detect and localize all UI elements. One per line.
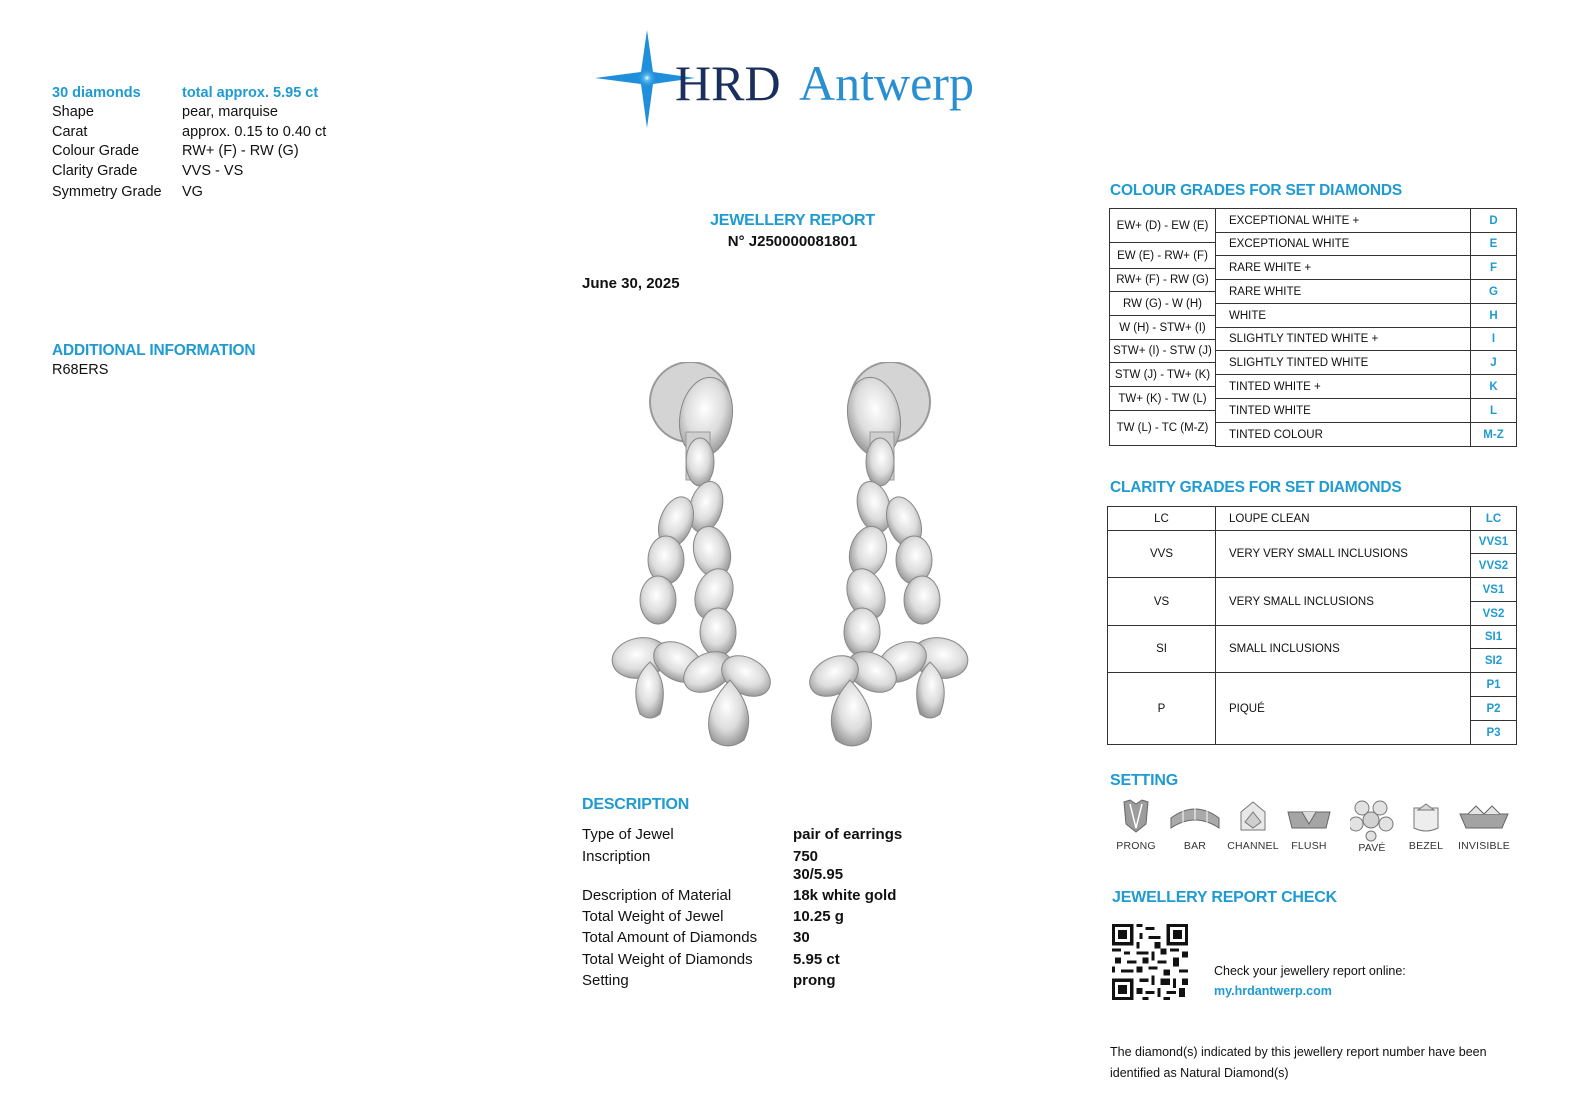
clarity-desc: SMALL INCLUSIONS [1216, 626, 1471, 673]
flush-setting-icon [1286, 798, 1332, 834]
setting-label: BEZEL [1408, 840, 1444, 852]
colour-grade-desc: RARE WHITE [1216, 280, 1471, 304]
description-value: 750 [793, 848, 819, 865]
description-label: Total Amount of Diamonds [582, 929, 758, 946]
setting-item-flush [1274, 798, 1344, 852]
colour-grade-code: E [1471, 233, 1517, 256]
description-row [582, 927, 810, 948]
setting-heading: SETTING [1110, 772, 1178, 789]
colour-grade-code: D [1471, 209, 1517, 233]
report-date: June 30, 2025 [582, 275, 680, 292]
colour-range-cell: EW+ (D) - EW (E) [1110, 209, 1215, 243]
description-value: prong [793, 972, 836, 989]
description-row [582, 949, 840, 970]
clarity-desc: VERY SMALL INCLUSIONS [1216, 578, 1471, 626]
clarity-code: VS1 [1471, 578, 1517, 602]
clarity-code: VVS2 [1471, 554, 1517, 578]
summary-count: 30 diamonds [52, 85, 141, 101]
description-value: 10.25 g [793, 908, 844, 925]
report-check-link[interactable]: my.hrdantwerp.com [1214, 984, 1332, 998]
invisible-setting-icon [1458, 798, 1510, 834]
summary-value: pear, marquise [182, 104, 278, 120]
summary-row [52, 123, 326, 143]
colour-grade-desc: SLIGHTLY TINTED WHITE [1216, 351, 1471, 375]
setting-label: BAR [1183, 840, 1207, 852]
channel-setting-icon [1233, 798, 1273, 834]
summary-value: approx. 0.15 to 0.40 ct [182, 124, 327, 140]
colour-grade-row [1216, 304, 1517, 328]
description-label: Total Weight of Diamonds [582, 951, 753, 968]
colour-grade-desc: EXCEPTIONAL WHITE [1216, 233, 1471, 256]
colour-grade-code: K [1471, 375, 1517, 399]
colour-range-cell: RW (G) - W (H) [1110, 292, 1215, 316]
colour-range-cell: STW (J) - TW+ (K) [1110, 363, 1215, 387]
description-value: 30/5.95 [793, 866, 844, 883]
colour-grade-row [1216, 351, 1517, 375]
colour-grade-code: M-Z [1471, 423, 1517, 447]
setting-label: INVISIBLE [1458, 840, 1510, 852]
bar-setting-icon [1169, 798, 1221, 834]
setting-label: FLUSH [1291, 840, 1327, 852]
colour-grade-row [1216, 280, 1517, 304]
colour-range-column [1109, 208, 1216, 446]
summary-row [52, 142, 299, 162]
summary-label: Colour Grade [52, 143, 140, 159]
summary-row [52, 103, 278, 123]
colour-grade-desc: TINTED WHITE + [1216, 375, 1471, 399]
clarity-row [1108, 578, 1517, 602]
report-check-heading: JEWELLERY REPORT CHECK [1112, 889, 1337, 906]
summary-value: RW+ (F) - RW (G) [182, 143, 299, 159]
colour-grade-desc: RARE WHITE + [1216, 256, 1471, 280]
setting-label: CHANNEL [1227, 840, 1279, 852]
description-row [582, 864, 843, 885]
pave-setting-icon [1350, 798, 1394, 842]
description-label: Total Weight of Jewel [582, 908, 724, 925]
clarity-code: P1 [1471, 673, 1517, 697]
report-check-text: Check your jewellery report online: [1214, 964, 1406, 978]
logo-text-hrd: HRD [675, 55, 781, 111]
colour-grade-row [1216, 423, 1517, 447]
colour-grade-desc: EXCEPTIONAL WHITE + [1216, 209, 1471, 233]
description-value: 5.95 ct [793, 951, 840, 968]
clarity-code: LC [1471, 507, 1517, 531]
prong-setting-icon [1116, 798, 1156, 834]
clarity-code: VVS1 [1471, 531, 1517, 554]
clarity-desc: LOUPE CLEAN [1216, 507, 1471, 531]
summary-label: Carat [52, 124, 88, 140]
clarity-row [1108, 531, 1517, 554]
summary-label: Shape [52, 104, 94, 120]
clarity-code: SI1 [1471, 626, 1517, 649]
clarity-code: VS2 [1471, 602, 1517, 626]
summary-value: VVS - VS [182, 163, 244, 179]
description-value: pair of earrings [793, 826, 903, 843]
natural-diamond-note [1110, 1042, 1487, 1084]
clarity-code: P3 [1471, 721, 1517, 745]
colour-range-cell: STW+ (I) - STW (J) [1110, 340, 1215, 363]
clarity-abbr: SI [1108, 626, 1216, 673]
clarity-row [1108, 507, 1517, 531]
colour-grade-row [1216, 233, 1517, 256]
report-title: JEWELLERY REPORT [710, 212, 875, 229]
summary-total: total approx. 5.95 ct [182, 85, 319, 101]
description-label: Description of Material [582, 887, 732, 904]
colour-grade-row [1216, 209, 1517, 233]
colour-grade-code: L [1471, 399, 1517, 423]
summary-header [52, 84, 318, 104]
colour-grade-code: G [1471, 280, 1517, 304]
colour-grade-row [1216, 375, 1517, 399]
summary-value: VG [182, 184, 203, 200]
description-heading: DESCRIPTION [582, 796, 690, 813]
colour-grade-row [1216, 399, 1517, 423]
description-value: 18k white gold [793, 887, 897, 904]
note-line: The diamond(s) indicated by this jewellery report number have been [1110, 1045, 1487, 1059]
report-number: N° J250000081801 [727, 233, 858, 250]
hrd-antwerp-logo [595, 28, 1015, 138]
colour-grade-desc: SLIGHTLY TINTED WHITE + [1216, 328, 1471, 351]
setting-label: PRONG [1116, 840, 1156, 852]
summary-label: Symmetry Grade [52, 184, 162, 200]
summary-label: Clarity Grade [52, 163, 138, 179]
summary-row [52, 162, 243, 182]
clarity-desc: PIQUÉ [1216, 673, 1471, 745]
clarity-abbr: LC [1108, 507, 1216, 531]
colour-grade-desc: WHITE [1216, 304, 1471, 328]
qr-code[interactable] [1112, 924, 1188, 1000]
right-earring [802, 362, 971, 746]
left-earring [609, 362, 778, 746]
clarity-abbr: VS [1108, 578, 1216, 626]
colour-grade-code: F [1471, 256, 1517, 280]
note-line: identified as Natural Diamond(s) [1110, 1066, 1289, 1080]
description-label: Type of Jewel [582, 826, 674, 843]
description-value: 30 [793, 929, 810, 946]
clarity-abbr: P [1108, 673, 1216, 745]
clarity-abbr: VVS [1108, 531, 1216, 578]
clarity-row [1108, 626, 1517, 649]
colour-grade-row [1216, 328, 1517, 351]
description-row [582, 885, 896, 906]
colour-grades-heading: COLOUR GRADES FOR SET DIAMONDS [1110, 182, 1402, 199]
colour-grade-row [1216, 256, 1517, 280]
colour-range-cell: RW+ (F) - RW (G) [1110, 269, 1215, 292]
colour-range-cell: TW+ (K) - TW (L) [1110, 387, 1215, 411]
colour-grade-code: H [1471, 304, 1517, 328]
colour-grade-desc: TINTED COLOUR [1216, 423, 1471, 447]
colour-grades-list [1215, 208, 1517, 447]
clarity-grades-table [1107, 506, 1517, 745]
colour-grades-table [1109, 208, 1517, 446]
description-row [582, 906, 844, 927]
earrings-photo [600, 362, 980, 752]
colour-grade-code: I [1471, 328, 1517, 351]
clarity-code: SI2 [1471, 649, 1517, 673]
additional-info-heading: ADDITIONAL INFORMATION [52, 342, 256, 359]
logo-text-antwerp: Antwerp [799, 55, 974, 111]
bezel-setting-icon [1406, 798, 1446, 834]
description-row [582, 824, 902, 845]
colour-range-cell: TW (L) - TC (M-Z) [1116, 422, 1209, 434]
description-row [582, 970, 836, 991]
clarity-grades-heading: CLARITY GRADES FOR SET DIAMONDS [1110, 479, 1402, 496]
clarity-desc: VERY VERY SMALL INCLUSIONS [1216, 531, 1471, 578]
setting-label: PAVÉ [1358, 842, 1386, 854]
colour-grade-desc: TINTED WHITE [1216, 399, 1471, 423]
description-label: Setting [582, 972, 629, 989]
summary-row [52, 183, 203, 203]
colour-range-cell: EW (E) - RW+ (F) [1110, 243, 1215, 269]
clarity-code: P2 [1471, 697, 1517, 721]
additional-info-value: R68ERS [52, 362, 109, 378]
description-label: Inscription [582, 848, 651, 865]
setting-item-invisible [1449, 798, 1519, 852]
clarity-row [1108, 673, 1517, 697]
colour-range-cell: W (H) - STW+ (I) [1110, 316, 1215, 340]
colour-grade-code: J [1471, 351, 1517, 375]
